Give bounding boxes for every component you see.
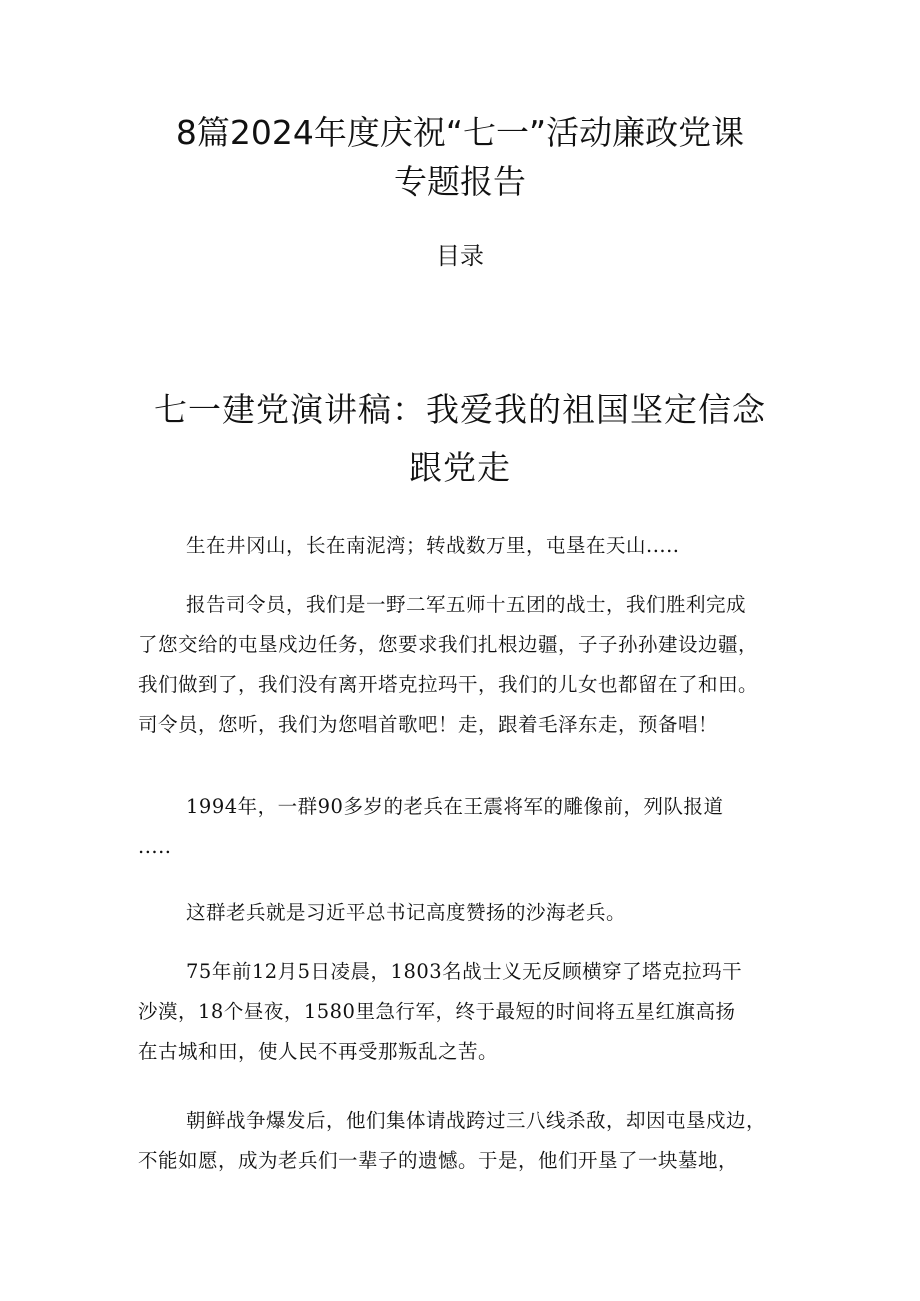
- paragraph-line: 沙漠，18个昼夜，1580里急行军，终于最短的时间将五星红旗高扬: [138, 1000, 736, 1023]
- section-title: [80, 381, 840, 497]
- document-title: [80, 108, 840, 206]
- paragraph-4: [138, 893, 798, 933]
- paragraph-line: 在古城和田，使人民不再受那叛乱之苦。: [138, 1040, 499, 1063]
- document-title-line-2: 专题报告: [394, 162, 526, 201]
- section-title-line-2: 跟党走: [409, 448, 511, 487]
- paragraph-5: [138, 952, 798, 1072]
- paragraph-line: 不能如愿，成为老兵们一辈子的遗憾。于是，他们开垦了一块墓地，: [138, 1149, 739, 1172]
- paragraph-line: 司令员，您听，我们为您唱首歌吧！走，跟着毛泽东走，预备唱！: [138, 713, 719, 736]
- paragraph-3: [138, 787, 798, 867]
- paragraph-line: 报告司令员，我们是一野二军五师十五团的战士，我们胜利完成: [186, 593, 747, 616]
- paragraph-line: .....: [138, 835, 172, 858]
- paragraph-1: [138, 526, 798, 566]
- paragraph-line: 生在井冈山，长在南泥湾；转战数万里，屯垦在天山.....: [186, 534, 680, 557]
- paragraph-2: [138, 585, 798, 745]
- section-title-line-1: 七一建党演讲稿：我爱我的祖国坚定信念: [154, 390, 766, 429]
- document-title-line-1: 8篇2024年度庆祝“七一”活动廉政党课: [175, 113, 745, 152]
- paragraph-line: 朝鲜战争爆发后，他们集体请战跨过三八线杀敌，却因屯垦戍边，: [186, 1109, 767, 1132]
- paragraph-line: 这群老兵就是习近平总书记高度赞扬的沙海老兵。: [186, 901, 627, 924]
- table-of-contents-heading: 目录: [436, 242, 484, 270]
- paragraph-line: 75年前12月5日凌晨，1803名战士义无反顾横穿了塔克拉玛干: [186, 960, 743, 983]
- paragraph-line: 1994年，一群90多岁的老兵在王震将军的雕像前，列队报道: [186, 795, 724, 818]
- paragraph-line: 我们做到了，我们没有离开塔克拉玛干，我们的儿女也都留在了和田。: [138, 673, 759, 696]
- paragraph-6: [138, 1101, 798, 1181]
- paragraph-line: 了您交给的屯垦戍边任务，您要求我们扎根边疆，子子孙孙建设边疆，: [138, 633, 759, 656]
